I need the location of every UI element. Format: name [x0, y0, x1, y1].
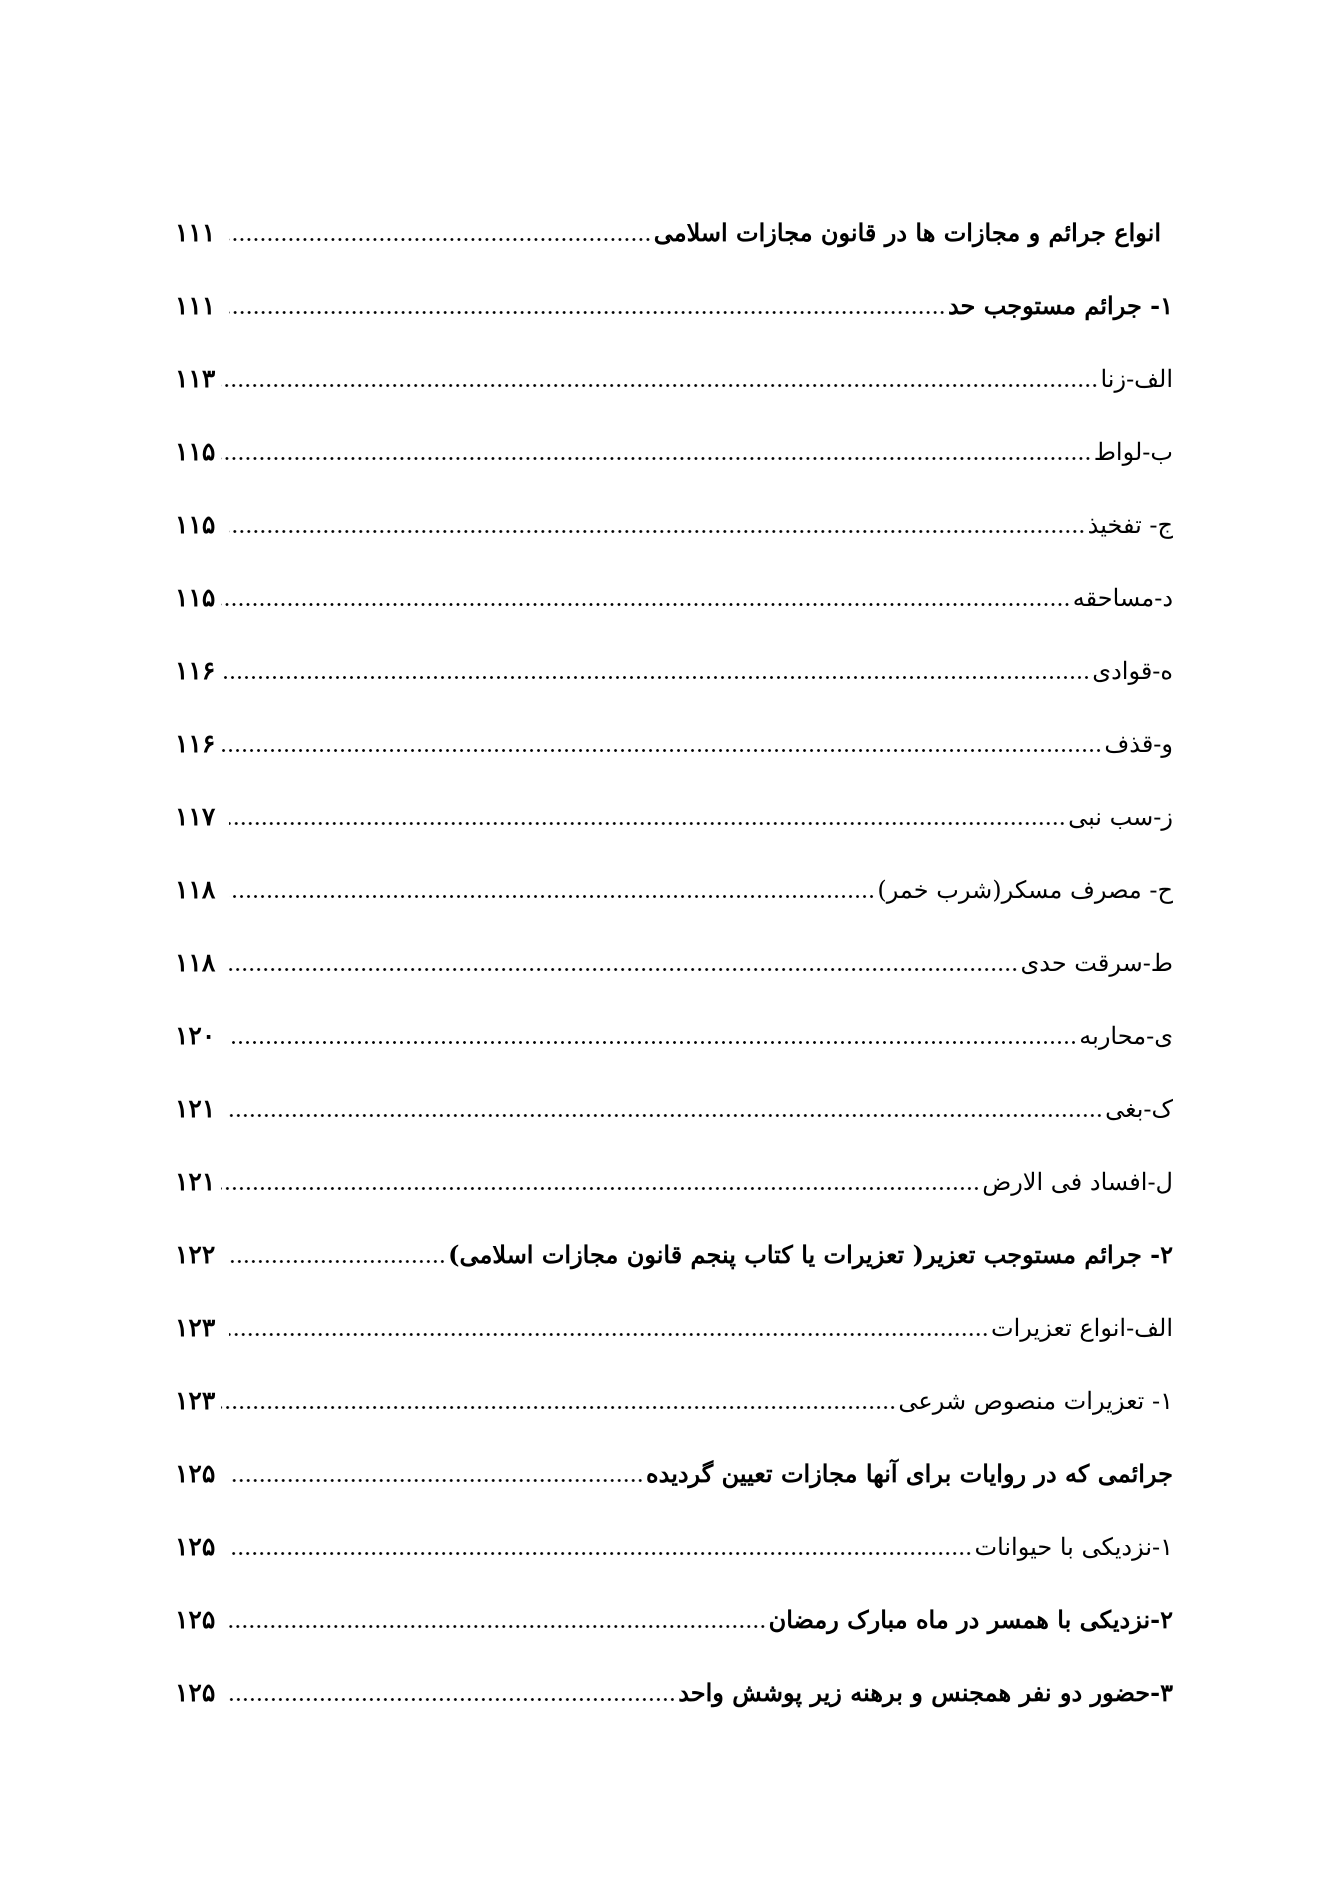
toc-entry[interactable] [175, 1421, 1173, 1494]
toc-page-number: ۱۲۰ [175, 1021, 216, 1050]
toc-page-number: ۱۱۱ [175, 291, 216, 320]
toc-entry-title: انواع جرائم و مجازات ها در قانون مجازات اسلامی [653, 218, 1161, 247]
dot-leader [229, 797, 1066, 837]
dot-leader [229, 505, 1085, 545]
dot-leader [221, 578, 1070, 618]
toc-entry-title: ۳-حضور دو نفر همجنس و برهنه زیر پوشش واحد [678, 1678, 1173, 1707]
toc-entry-title: ۱- جرائم مستوجب حد [947, 291, 1173, 320]
toc-page-number: ۱۱۷ [175, 802, 216, 831]
dot-leader [221, 359, 1098, 399]
toc-entry[interactable] [175, 545, 1173, 618]
toc-page-number: ۱۲۳ [175, 1386, 216, 1415]
toc-entry-title: ب-لواط [1093, 438, 1173, 466]
toc-page-number: ۱۲۵ [175, 1459, 216, 1488]
toc-entry-title: جرائمی که در روایات برای آنها مجازات تعیین گردیده [646, 1459, 1173, 1488]
dot-leader [229, 1600, 766, 1640]
toc-page-number: ۱۱۳ [175, 364, 216, 393]
toc-entry[interactable] [175, 326, 1173, 399]
toc-entry[interactable] [175, 399, 1173, 472]
toc-page-number: ۱۲۲ [175, 1240, 216, 1269]
toc-entry[interactable] [175, 1348, 1173, 1421]
toc-entry-title: ۱- تعزیرات منصوص شرعی [898, 1387, 1173, 1415]
toc-entry-title: ح- مصرف مسکر(شرب خمر) [877, 876, 1173, 904]
dot-leader [229, 1527, 972, 1567]
toc-page-number: ۱۲۱ [175, 1094, 216, 1123]
toc-entry-title: ه-قوادی [1092, 657, 1173, 685]
toc-entry-title: ط-سرقت حدی [1020, 949, 1173, 977]
table-of-contents [175, 180, 1173, 1713]
dot-leader [229, 1673, 676, 1713]
toc-entry[interactable] [175, 1202, 1173, 1275]
toc-entry-title: الف-زنا [1100, 365, 1173, 393]
toc-entry[interactable] [175, 1275, 1173, 1348]
dot-leader [229, 870, 875, 910]
toc-page-number: ۱۱۸ [175, 875, 216, 904]
dot-leader [229, 1235, 446, 1275]
toc-page-number: ۱۱۵ [175, 510, 216, 539]
toc-page-number: ۱۲۵ [175, 1605, 216, 1634]
toc-page-number: ۱۱۸ [175, 948, 216, 977]
dot-leader [229, 1089, 1103, 1129]
toc-entry[interactable] [175, 618, 1173, 691]
toc-page-number: ۱۱۶ [175, 656, 216, 685]
dot-leader [221, 1162, 980, 1202]
dot-leader [221, 1381, 896, 1421]
toc-entry[interactable] [175, 1129, 1173, 1202]
toc-entry[interactable] [175, 253, 1173, 326]
dot-leader [221, 651, 1090, 691]
toc-entry-title: ۲- جرائم مستوجب تعزیر( تعزیرات یا کتاب پنجم قانون مجازات اسلامی) [448, 1240, 1173, 1269]
toc-entry-title: د-مساحقه [1072, 584, 1173, 612]
toc-entry-title: ل-افساد فی الارض [982, 1168, 1173, 1196]
toc-entry-title: و-قذف [1104, 730, 1173, 758]
toc-entry[interactable] [175, 837, 1173, 910]
toc-page-number: ۱۱۱ [175, 218, 216, 247]
dot-leader [229, 213, 651, 253]
toc-entry-title: ۱-نزدیکی با حیوانات [974, 1533, 1173, 1561]
toc-page-number: ۱۲۱ [175, 1167, 216, 1196]
toc-entry[interactable] [175, 983, 1173, 1056]
toc-entry-title: ۲-نزدیکی با همسر در ماه مبارک رمضان [768, 1605, 1173, 1634]
toc-page-number: ۱۱۵ [175, 583, 216, 612]
toc-entry[interactable] [175, 180, 1173, 253]
dot-leader [229, 1454, 644, 1494]
toc-entry-title: ج- تفخیذ [1087, 511, 1173, 539]
toc-page-number: ۱۲۵ [175, 1532, 216, 1561]
toc-entry[interactable] [175, 472, 1173, 545]
toc-entry[interactable] [175, 691, 1173, 764]
toc-entry-title: ک-بغی [1105, 1095, 1173, 1123]
toc-entry[interactable] [175, 910, 1173, 983]
dot-leader [229, 286, 946, 326]
toc-entry[interactable] [175, 1494, 1173, 1567]
toc-page-number: ۱۲۳ [175, 1313, 216, 1342]
toc-entry[interactable] [175, 1640, 1173, 1713]
toc-entry[interactable] [175, 1056, 1173, 1129]
toc-entry-title: ز-سب نبی [1068, 803, 1173, 831]
toc-entry[interactable] [175, 1567, 1173, 1640]
dot-leader [229, 1308, 989, 1348]
toc-entry-title: ی-محاربه [1079, 1022, 1173, 1050]
dot-leader [221, 432, 1091, 472]
dot-leader [229, 1016, 1077, 1056]
toc-page-number: ۱۱۵ [175, 437, 216, 466]
toc-entry-title: الف-انواع تعزیرات [991, 1314, 1173, 1342]
dot-leader [229, 943, 1018, 983]
toc-entry[interactable] [175, 764, 1173, 837]
dot-leader [221, 724, 1102, 764]
toc-page-number: ۱۲۵ [175, 1678, 216, 1707]
toc-page-number: ۱۱۶ [175, 729, 216, 758]
